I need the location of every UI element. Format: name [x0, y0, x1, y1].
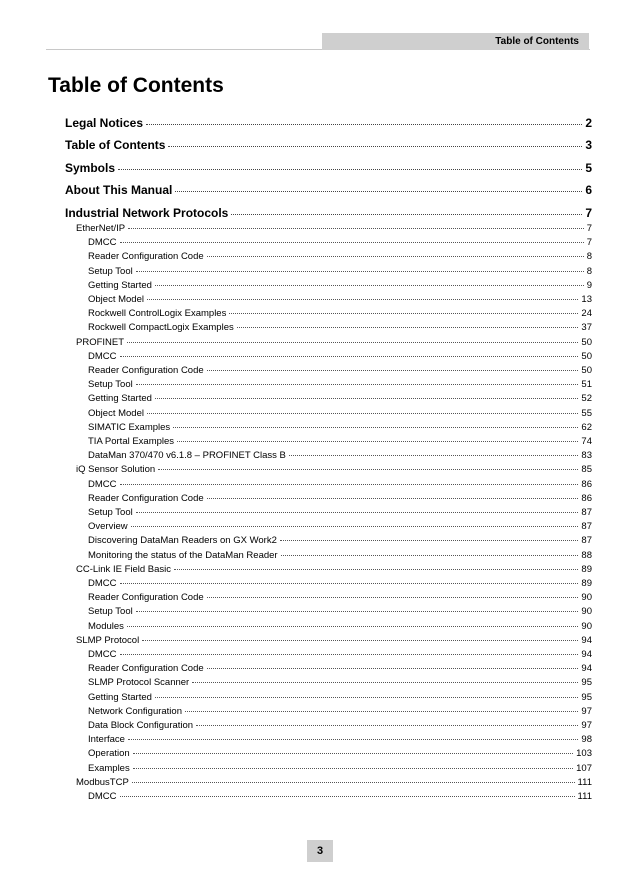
- toc-entry-label: Examples: [88, 762, 130, 774]
- toc-entry-label: Operation: [88, 748, 130, 760]
- dot-leader: [136, 271, 584, 272]
- dot-leader: [280, 540, 579, 541]
- toc-entry-subsection[interactable]: [88, 706, 592, 717]
- toc-entry-subsection[interactable]: [88, 621, 592, 632]
- toc-entry-label: Discovering DataMan Readers on GX Work2: [88, 535, 277, 547]
- toc-entry-label: SIMATIC Examples: [88, 421, 171, 433]
- toc-entry-section[interactable]: [76, 777, 592, 788]
- toc-entry-page: 74: [581, 436, 592, 447]
- toc-entry-label: Data Block Configuration: [88, 720, 194, 731]
- dot-leader: [120, 242, 584, 243]
- dot-leader: [185, 711, 578, 712]
- toc-entry-page: 90: [581, 620, 592, 632]
- toc-entry-label: Getting Started: [88, 279, 152, 291]
- toc-entry-page: 87: [581, 521, 592, 533]
- toc-entry-page: 95: [581, 691, 592, 703]
- toc-entry-label: Getting Started: [88, 691, 152, 703]
- toc-entry-subsection[interactable]: [88, 748, 592, 759]
- toc-entry-label: ModbusTCP: [76, 776, 129, 788]
- toc-entry-section[interactable]: [76, 464, 592, 475]
- toc-entry-page: 7: [586, 223, 592, 234]
- toc-entry-subsection[interactable]: [88, 592, 592, 603]
- toc-entry-main[interactable]: [65, 206, 592, 220]
- toc-entry-label: Setup Tool: [88, 265, 133, 277]
- dot-leader: [146, 124, 582, 125]
- dot-leader: [118, 169, 582, 170]
- dot-leader: [120, 796, 575, 797]
- toc-entry-page: 86: [581, 492, 592, 504]
- toc-entry-page: 107: [576, 762, 592, 774]
- dot-leader: [120, 484, 579, 485]
- dot-leader: [120, 583, 579, 584]
- toc-entry-page: 24: [581, 308, 592, 320]
- toc-entry-page: 111: [577, 776, 592, 788]
- toc-entry-page: 90: [581, 606, 592, 618]
- toc-entry-label: Industrial Network Protocols: [65, 206, 229, 220]
- toc-entry-page: 97: [581, 720, 592, 731]
- toc-entry-label: Setup Tool: [88, 606, 133, 618]
- toc-entry-label: Rockwell ControlLogix Examples: [88, 308, 227, 320]
- page-number: 3: [307, 840, 333, 862]
- toc-entry-label: About This Manual: [65, 183, 173, 197]
- toc-entry-label: SLMP Protocol Scanner: [88, 677, 190, 689]
- toc-entry-subsection[interactable]: [88, 507, 592, 518]
- toc-entry-section[interactable]: [76, 337, 592, 348]
- toc-entry-subsection[interactable]: [88, 649, 592, 660]
- dot-leader: [229, 313, 578, 314]
- dot-leader: [128, 739, 578, 740]
- dot-leader: [131, 526, 579, 527]
- toc-entry-label: DMCC: [88, 478, 117, 490]
- toc-entry-label: Modules: [88, 620, 124, 632]
- toc-entry-label: Reader Configuration Code: [88, 663, 204, 675]
- dot-leader: [133, 768, 573, 769]
- dot-leader: [174, 569, 578, 570]
- toc-entry-page: 7: [585, 206, 592, 220]
- toc-entry-subsection[interactable]: [88, 493, 592, 504]
- toc-entry-subsection[interactable]: [88, 251, 592, 262]
- toc-entry-subsection[interactable]: [88, 365, 592, 376]
- toc-entry-label: Reader Configuration Code: [88, 592, 204, 604]
- toc-entry-subsection[interactable]: [88, 294, 592, 305]
- toc-entry-label: Getting Started: [88, 393, 152, 405]
- toc-entry-label: PROFINET: [76, 336, 125, 348]
- dot-leader: [237, 327, 579, 328]
- toc-entry-subsection[interactable]: [88, 763, 592, 774]
- toc-entry-subsection[interactable]: [88, 677, 592, 688]
- page-title: Table of Contents: [48, 74, 224, 97]
- dot-leader: [207, 597, 579, 598]
- dot-leader: [158, 469, 578, 470]
- toc-entry-label: Network Configuration: [88, 705, 182, 717]
- dot-leader: [132, 782, 575, 783]
- toc-entry-subsection[interactable]: [88, 606, 592, 617]
- toc-entry-page: 88: [581, 549, 592, 561]
- toc-entry-main[interactable]: [65, 161, 592, 175]
- toc-entry-label: Interface: [88, 734, 125, 746]
- toc-entry-label: EtherNet/IP: [76, 223, 126, 234]
- toc-entry-subsection[interactable]: [88, 578, 592, 589]
- toc-entry-page: 95: [581, 677, 592, 689]
- toc-entry-page: 85: [581, 464, 592, 476]
- toc-entry-label: DMCC: [88, 649, 117, 660]
- toc-entry-label: DMCC: [88, 237, 117, 249]
- dot-leader: [136, 384, 579, 385]
- toc-entry-page: 50: [581, 365, 592, 376]
- toc-entry-subsection[interactable]: [88, 237, 592, 248]
- toc-entry-label: Monitoring the status of the DataMan Reader: [88, 549, 278, 561]
- toc-entry-subsection[interactable]: [88, 720, 592, 731]
- toc-entry-page: 3: [585, 138, 592, 152]
- toc-entry-label: SLMP Protocol: [76, 634, 140, 646]
- toc-entry-page: 103: [576, 748, 592, 760]
- toc-entry-section[interactable]: [76, 223, 592, 234]
- toc-entry-label: DMCC: [88, 578, 117, 589]
- toc-entry-label: DataMan 370/470 v6.1.8 – PROFINET Class B: [88, 450, 286, 462]
- toc-entry-label: Reader Configuration Code: [88, 492, 204, 504]
- toc-entry-label: Table of Contents: [65, 138, 166, 152]
- toc-entry-subsection[interactable]: [88, 521, 592, 532]
- toc-entry-page: 87: [581, 535, 592, 547]
- toc-entry-main[interactable]: [65, 116, 592, 130]
- toc-entry-page: 50: [581, 350, 592, 362]
- toc-entry-page: 83: [581, 450, 592, 462]
- toc-entry-label: TIA Portal Examples: [88, 436, 175, 447]
- dot-leader: [281, 555, 579, 556]
- toc-entry-subsection[interactable]: [88, 450, 592, 461]
- toc-entry-subsection[interactable]: [88, 692, 592, 703]
- toc-entry-page: 94: [581, 663, 592, 675]
- dot-leader: [136, 512, 579, 513]
- dot-leader: [133, 753, 573, 754]
- dot-leader: [155, 398, 579, 399]
- toc-entry-subsection[interactable]: [88, 351, 592, 362]
- toc-entry-page: 87: [581, 507, 592, 518]
- toc-entry-page: 8: [586, 251, 592, 263]
- dot-leader: [127, 626, 579, 627]
- dot-leader: [142, 640, 578, 641]
- toc-entry-page: 37: [581, 322, 592, 334]
- toc-entry-label: Setup Tool: [88, 507, 133, 518]
- dot-leader: [196, 725, 578, 726]
- dot-leader: [147, 413, 578, 414]
- toc-entry-label: CC-Link IE Field Basic: [76, 563, 172, 575]
- toc-entry-page: 94: [581, 634, 592, 646]
- toc-entry-page: 98: [581, 734, 592, 746]
- toc-entry-page: 111: [577, 791, 592, 802]
- toc-entry-page: 8: [586, 265, 592, 277]
- dot-leader: [155, 285, 584, 286]
- dot-leader: [207, 370, 579, 371]
- dot-leader: [175, 191, 582, 192]
- toc-entry-page: 52: [581, 393, 592, 405]
- toc-entry-page: 6: [585, 183, 592, 197]
- toc-entry-page: 94: [581, 649, 592, 660]
- dot-leader: [173, 427, 578, 428]
- toc-entry-main[interactable]: [65, 138, 592, 152]
- dot-leader: [128, 228, 584, 229]
- toc-entry-label: DMCC: [88, 791, 117, 802]
- toc-entry-subsection[interactable]: [88, 379, 592, 390]
- toc-entry-subsection[interactable]: [88, 422, 592, 433]
- toc-entry-label: Object Model: [88, 407, 144, 419]
- toc-entry-label: Legal Notices: [65, 116, 144, 130]
- toc-entry-subsection[interactable]: [88, 408, 592, 419]
- toc-entry-subsection[interactable]: [88, 734, 592, 745]
- toc-entry-label: Symbols: [65, 161, 116, 175]
- dot-leader: [147, 299, 578, 300]
- toc-entry-page: 89: [581, 578, 592, 589]
- toc-entry-section[interactable]: [76, 635, 592, 646]
- toc-entry-subsection[interactable]: [88, 535, 592, 546]
- toc-entry-subsection[interactable]: [88, 393, 592, 404]
- toc-entry-label: Rockwell CompactLogix Examples: [88, 322, 234, 334]
- toc-entry-subsection[interactable]: [88, 308, 592, 319]
- toc-entry-subsection[interactable]: [88, 791, 592, 802]
- toc-entry-label: Reader Configuration Code: [88, 365, 204, 376]
- toc-entry-page: 90: [581, 592, 592, 604]
- toc-entry-page: 9: [586, 279, 592, 291]
- dot-leader: [168, 146, 582, 147]
- dot-leader: [136, 611, 579, 612]
- toc-entry-subsection[interactable]: [88, 436, 592, 447]
- toc-entry-page: 13: [581, 294, 592, 305]
- toc-entry-subsection[interactable]: [88, 280, 592, 291]
- toc-entry-page: 55: [581, 407, 592, 419]
- toc-entry-label: Overview: [88, 521, 128, 533]
- dot-leader: [207, 498, 579, 499]
- toc-entry-label: Object Model: [88, 294, 144, 305]
- dot-leader: [120, 356, 579, 357]
- toc-entry-main[interactable]: [65, 183, 592, 197]
- toc-entry-page: 50: [581, 336, 592, 348]
- dot-leader: [120, 654, 579, 655]
- toc-entry-label: Setup Tool: [88, 379, 133, 391]
- toc-entry-label: iQ Sensor Solution: [76, 464, 156, 476]
- toc-entry-subsection[interactable]: [88, 479, 592, 490]
- toc-entry-subsection[interactable]: [88, 322, 592, 333]
- toc-entry-subsection[interactable]: [88, 663, 592, 674]
- dot-leader: [192, 682, 578, 683]
- toc-entry-page: 86: [581, 478, 592, 490]
- toc-entry-page: 2: [585, 116, 592, 130]
- dot-leader: [289, 455, 579, 456]
- toc-entry-label: DMCC: [88, 350, 117, 362]
- toc-entry-page: 5: [585, 161, 592, 175]
- toc-entry-label: Reader Configuration Code: [88, 251, 204, 263]
- dot-leader: [127, 342, 578, 343]
- dot-leader: [155, 697, 579, 698]
- dot-leader: [207, 256, 584, 257]
- toc-entry-subsection[interactable]: [88, 266, 592, 277]
- toc-entry-page: 97: [581, 705, 592, 717]
- toc-entry-page: 51: [581, 379, 592, 391]
- dot-leader: [207, 668, 579, 669]
- toc-entry-page: 89: [581, 563, 592, 575]
- dot-leader: [177, 441, 578, 442]
- toc-entry-page: 7: [586, 237, 592, 249]
- dot-leader: [231, 214, 582, 215]
- running-header: Table of Contents: [322, 33, 589, 50]
- toc-entry-section[interactable]: [76, 564, 592, 575]
- toc-entry-subsection[interactable]: [88, 550, 592, 561]
- toc-entry-page: 62: [581, 421, 592, 433]
